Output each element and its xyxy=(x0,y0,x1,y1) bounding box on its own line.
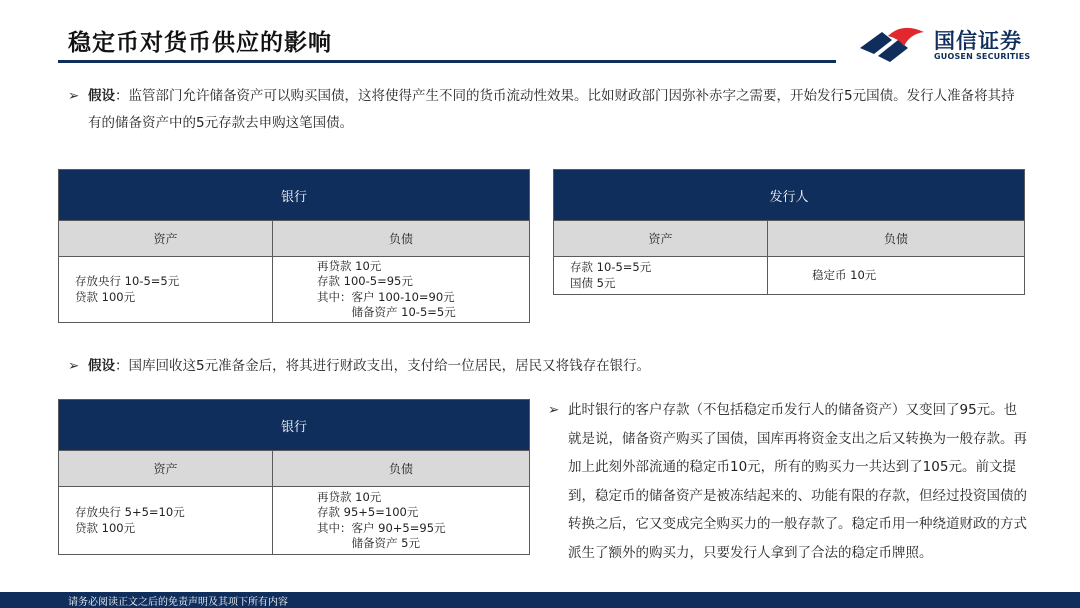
liability-line: 存款 100-5=95元 xyxy=(317,274,413,288)
asset-line: 贷款 100元 xyxy=(75,289,136,304)
column-header-liabilities: 负债 xyxy=(273,221,530,257)
arrow-right-icon: ➢ xyxy=(68,358,80,374)
assumption-paragraph-2 xyxy=(68,353,1028,380)
table-title: 发行人 xyxy=(554,170,1025,221)
liability-line: 再贷款 10元 xyxy=(317,258,382,273)
liability-line: 稳定币 10元 xyxy=(812,267,877,282)
column-header-assets: 资产 xyxy=(59,221,273,257)
liability-line: 储备资产 10-5=5元 xyxy=(317,305,456,319)
page-title: 稳定币对货币供应的影响 xyxy=(68,30,332,56)
liability-line: 其中：客户 90+5=95元 xyxy=(317,520,446,535)
liability-line: 储备资产 5元 xyxy=(317,536,420,550)
column-header-assets: 资产 xyxy=(554,221,768,257)
table-title: 银行 xyxy=(59,400,530,451)
column-header-liabilities: 负债 xyxy=(768,221,1025,257)
logo-english-name: GUOSEN SECURITIES xyxy=(934,52,1031,61)
liability-line: 再贷款 10元 xyxy=(317,489,382,504)
issuer-balance-sheet xyxy=(553,169,1025,295)
assumption-label: 假设 xyxy=(88,358,115,374)
liabilities-cell xyxy=(768,257,1025,295)
arrow-right-icon: ➢ xyxy=(68,88,80,104)
explanation-text: 此时银行的客户存款（不包括稳定币发行人的储备资产）又变回了95元。也就是说，储备资产购买了国债，国库再将资金支出之后又转换为一般存款。再加上此刻外部流通的稳定币10元，所有的购买力一共达到了105元。前文提到，稳定币的储备资产是被冻结起来的、功能有限的存款，但经过投资国债的转换之后，它又变成完全购买力的一般存款了。稳定币用一种绕道财政的方式派生了额外的购买力，只要发行人拿到了合法的稳定币牌照。 xyxy=(568,402,1027,561)
asset-line: 国债 5元 xyxy=(570,275,616,290)
assumption-text: ：国库回收这5元准备金后，将其进行财政支出，支付给一位居民，居民又将钱存在银行。 xyxy=(115,358,651,374)
bank-balance-sheet-1 xyxy=(58,169,530,323)
column-header-liabilities: 负债 xyxy=(273,451,530,487)
assets-cell xyxy=(59,257,273,323)
assets-cell xyxy=(554,257,768,295)
bank-balance-sheet-2 xyxy=(58,399,530,555)
table-title: 银行 xyxy=(59,170,530,221)
guosen-logo-icon xyxy=(858,24,928,64)
asset-line: 贷款 100元 xyxy=(75,520,136,535)
asset-line: 存款 10-5=5元 xyxy=(570,260,652,274)
liability-line: 其中：客户 100-10=90元 xyxy=(317,289,455,304)
column-header-assets: 资产 xyxy=(59,451,273,487)
assumption-label: 假设 xyxy=(88,88,115,104)
liability-line: 存款 95+5=100元 xyxy=(317,505,419,519)
explanation-paragraph xyxy=(548,396,1028,567)
footer-disclaimer: 请务必阅读正文之后的免责声明及其项下所有内容 xyxy=(68,597,288,608)
title-underline xyxy=(58,60,836,63)
footer-bar xyxy=(0,592,1080,608)
assumption-paragraph-1 xyxy=(68,83,1028,137)
arrow-right-icon: ➢ xyxy=(548,402,560,418)
liabilities-cell xyxy=(273,257,530,323)
company-logo xyxy=(858,22,1038,66)
assets-cell xyxy=(59,487,273,555)
liabilities-cell xyxy=(273,487,530,555)
asset-line: 存放央行 5+5=10元 xyxy=(75,505,185,519)
asset-line: 存放央行 10-5=5元 xyxy=(75,274,180,288)
logo-chinese-name: 国信证券 xyxy=(934,29,1022,53)
assumption-text: ：监管部门允许储备资产可以购买国债，这将使得产生不同的货币流动性效果。比如财政部门因弥补赤字之需要，开始发行5元国债。发行人准备将其持有的储备资产中的5元存款去申购这笔国债。 xyxy=(88,88,1015,131)
